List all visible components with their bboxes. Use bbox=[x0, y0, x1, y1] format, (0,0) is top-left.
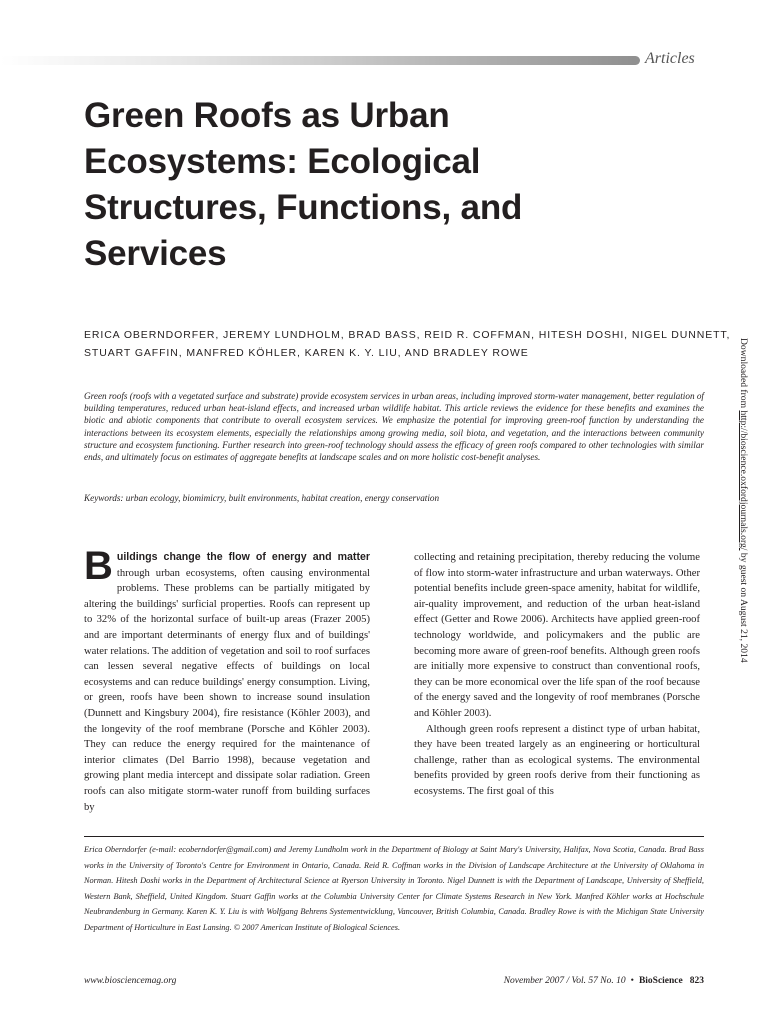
issue-info: November 2007 / Vol. 57 No. 10 bbox=[503, 976, 626, 986]
header-rule bbox=[0, 56, 640, 65]
author-affiliations: Erica Oberndorfer (e-mail: ecoberndorfer@gmail.com) and Jeremy Lundholm work in the Department of Biology at Saint Mary's University, Halifax, Nova Scotia, Canada. Brad Bass works in the University of Toronto's Centre for Environment in Ontario, Canada. Reid R. Coffman works in the Division of Landscape Architecture at the University of Oklahoma in Norman. Hitesh Doshi works in the Department of Architectural Science at Ryerson University in Toronto. Nigel Dunnett is with the Department of Landscape, University of Sheffield, Western Bank, Sheffield, United Kingdom. Stuart Gaffin works at the Columbia University Center for Climate Systems Research in New York. Manfred Köhler works at Hochschule Neubrandenburg in Germany. Karen K. Y. Liu is with Wolfgang Behrens Systementwicklung, Vancouver, British Columbia, Canada. Bradley Rowe is with the Michigan State University Department of Horticulture in East Lansing. © 2007 American Institute of Biological Sciences. bbox=[84, 845, 704, 932]
page-number: 823 bbox=[689, 976, 704, 986]
footer-citation bbox=[504, 976, 704, 986]
title-line: Services bbox=[84, 234, 227, 273]
footer-website-link[interactable]: www.biosciencemag.org bbox=[84, 976, 177, 986]
body-column-right bbox=[414, 550, 700, 800]
title-line: Structures, Functions, and bbox=[84, 188, 523, 227]
article-title bbox=[84, 93, 644, 277]
author-line: ERICA OBERNDORFER, JEREMY LUNDHOLM, BRAD BASS, REID R. COFFMAN, HITESH DOSHI, NIGEL DUNNETT, bbox=[84, 329, 731, 341]
download-notice-suffix: by guest on August 21, 2014 bbox=[738, 550, 749, 663]
body-column-left bbox=[84, 544, 370, 815]
author-list bbox=[84, 326, 731, 362]
journal-name: BioScience bbox=[638, 976, 683, 986]
download-notice-prefix: Downloaded from bbox=[738, 338, 749, 411]
body-paragraph: collecting and retaining precipitation, thereby reducing the volume of flow into storm-water infrastructure and urban waterways. Other potential benefits include green-space amenity, habitat for wildlife, air-quality improvement, and reduction of the urban heat-island effect (Getter and Rowe 2006). Architects have applied green-roof technology worldwide, and policymakers and the public are becoming more aware of green-roof benefits. Although green roofs are initially more expensive to construct than conventional roofs, they can be more economical over the life span of the roof because of the energy saved and the longevity of roof membranes (Porsche and Köhler 2003). bbox=[414, 552, 700, 719]
affiliation-divider bbox=[84, 836, 704, 837]
title-line: Green Roofs as Urban bbox=[84, 96, 450, 135]
download-source-link[interactable]: http://bioscience.oxfordjournals.org/ bbox=[738, 410, 749, 551]
author-line: STUART GAFFIN, MANFRED KÖHLER, KAREN K. Y. LIU, AND BRADLEY ROWE bbox=[84, 347, 529, 359]
intro-paragraph bbox=[84, 544, 370, 815]
lead-in-text: uildings change the flow of energy and matter bbox=[116, 551, 370, 563]
drop-cap: B bbox=[84, 544, 113, 588]
keywords: Keywords: urban ecology, biomimicry, built environments, habitat creation, energy conservation bbox=[84, 493, 440, 503]
body-paragraph: Although green roofs represent a distinct type of urban habitat, they have been treated largely as an engineering or horticultural challenge, rather than as ecological systems. The environmental benefits provided by green roofs derive from their functioning as ecosystems. The first goal of this bbox=[414, 723, 700, 797]
download-notice bbox=[736, 338, 750, 718]
intro-text: through urban ecosystems, often causing environmental problems. These problems can be partially mitigated by altering the buildings' surficial properties. Roofs can represent up to 32% of the horizontal surface of built-up areas (Frazer 2005) and are important determinants of energy flux and of buildings' water relations. The addition of vegetation and soil to roof surfaces can lessen several negative effects of buildings on local ecosystems and can reduce buildings' energy consumption. Living, or green, roofs have been shown to increase sound insulation (Dunnett and Kingsbury 2004), fire resistance (Köhler 2003), and the longevity of the roof membrane (Porsche and Köhler 2003). They can reduce the energy required for the maintenance of interior climates (Del Barrio 1998), because vegetation and growing plant media intercept and dissipate solar radiation. Green roofs can also mitigate storm-water runoff from building surfaces by bbox=[84, 567, 370, 813]
abstract: Green roofs (roofs with a vegetated surface and substrate) provide ecosystem services in urban areas, including improved storm-water management, better regulation of building temperatures, reduced urban heat-island effects, and increased urban wildlife habitat. This article reviews the evidence for these benefits and examines the biotic and abiotic components that contribute to overall ecosystem services. We emphasize the potential for improving green-roof function by understanding the interactions between its ecosystem elements, especially the relationships among growing media, soil biota, and vegetation, and the interactions between community structure and ecosystem functioning. Further research into green-roof technology should assess the efficacy of green roofs compared to other technologies with similar ends, and ultimately focus on estimates of aggregate benefits at landscape scales and on more holistic cost-benefit analyses. bbox=[84, 391, 704, 463]
section-label: Articles bbox=[645, 50, 695, 67]
title-line: Ecosystems: Ecological bbox=[84, 142, 481, 181]
bullet-separator: • bbox=[630, 976, 634, 986]
